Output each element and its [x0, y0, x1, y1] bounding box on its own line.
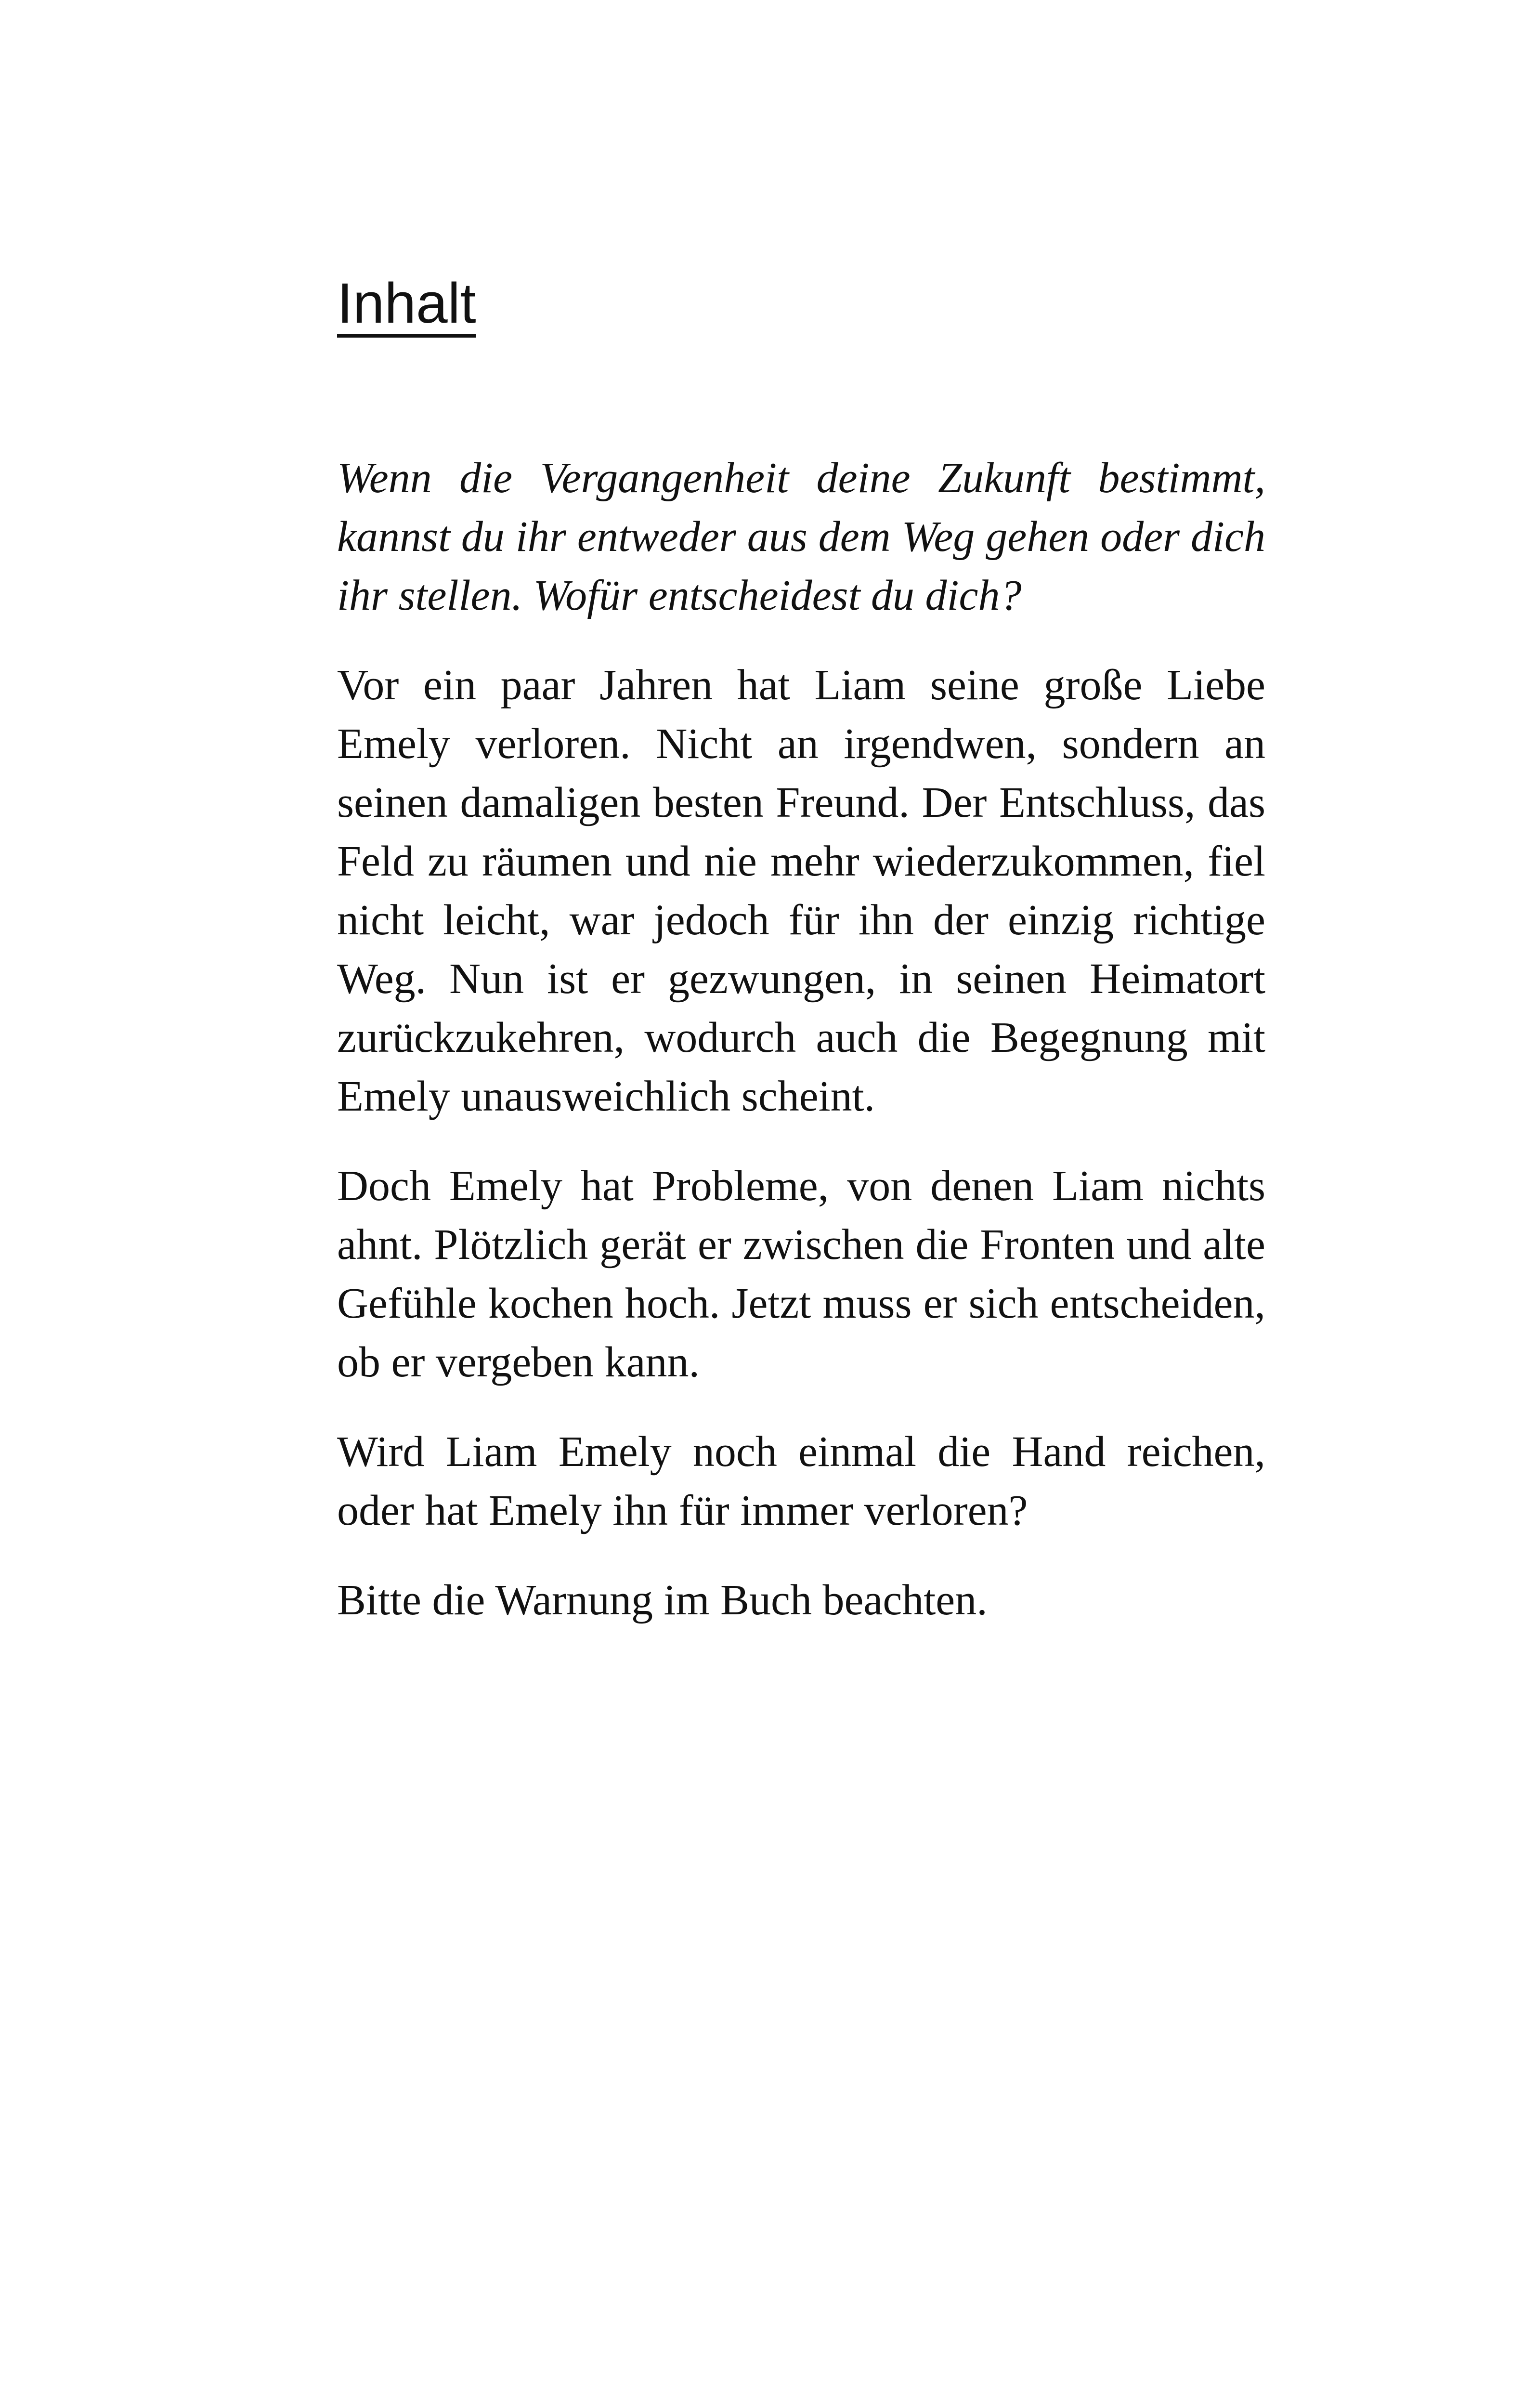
body-paragraph-2: Doch Emely hat Probleme, von denen Liam nichts ahnt. Plötzlich gerät er zwischen die Fronten und alte Gefühle kochen hoch. Jetzt muss er sich entscheiden, ob er vergeben kann.	[337, 1162, 1265, 1386]
body-paragraph-3: Wird Liam Emely noch einmal die Hand reichen, oder hat Emely ihn für immer verloren?	[337, 1427, 1265, 1534]
content-block	[337, 270, 1265, 1661]
warning-note: Bitte die Warnung im Buch beachten.	[337, 1576, 988, 1624]
intro-paragraph: Wenn die Vergangenheit deine Zukunft bestimmt, kannst du ihr entweder aus dem Weg gehen oder dich ihr stellen. Wofür entscheidest du dich?	[337, 454, 1265, 619]
page-heading: Inhalt	[337, 272, 476, 335]
body-paragraph-1: Vor ein paar Jahren hat Liam seine große Liebe Emely verloren. Nicht an irgendwen, sondern an seinen damaligen besten Freund. Der Entschluss, das Feld zu räumen und nie mehr wiederzukommen, fiel nicht leicht, war jedoch für ihn der einzig richtige Weg. Nun ist er gezwungen, in seinen Heimatort zurückzukehren, wodurch auch die Begegnung mit Emely unausweichlich scheint.	[337, 661, 1265, 1120]
